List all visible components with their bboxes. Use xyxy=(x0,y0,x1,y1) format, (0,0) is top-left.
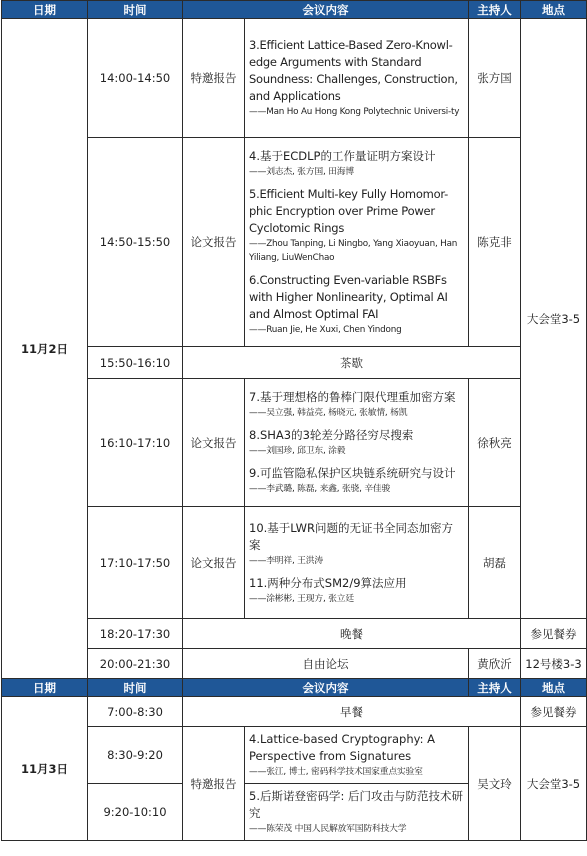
table-row xyxy=(2,379,587,507)
time-cell: 14:50-15:50 xyxy=(88,138,183,347)
time-cell: 20:00-21:30 xyxy=(88,649,183,679)
forum-content: 自由论坛 xyxy=(183,649,469,679)
header-host: 主持人 xyxy=(469,1,521,19)
table-row xyxy=(2,19,587,138)
table-row xyxy=(2,507,587,619)
location-cell: 大会堂3-5 xyxy=(521,727,587,841)
paper-title: 9.可监管隐私保护区块链系统研究与设计 xyxy=(249,466,456,480)
paper-title: 3.Efficient Lattice-Based Zero-Knowl-edge Arguments with Standard Soundness: Challenges, Construction, and Applications xyxy=(249,38,458,103)
session-content xyxy=(245,19,469,138)
header-time: 时间 xyxy=(88,1,183,19)
host-cell: 陈克非 xyxy=(469,138,521,347)
header-host: 主持人 xyxy=(469,679,521,697)
time-cell: 8:30-9:20 xyxy=(88,727,183,784)
paper-title: 5.Efficient Multi-key Fully Homomor-phic Encryption over Prime Power Cyclotomic Rings xyxy=(249,186,449,235)
session-type: 论文报告 xyxy=(183,507,245,619)
table-row xyxy=(2,697,587,727)
session-type: 论文报告 xyxy=(183,379,245,507)
header-row xyxy=(2,679,587,697)
header-location: 地点 xyxy=(521,1,587,19)
time-cell: 9:20-10:10 xyxy=(88,784,183,841)
paper-title: 10.基于LWR问题的无证书全同态加密方案 xyxy=(249,520,453,552)
header-date: 日期 xyxy=(2,1,88,19)
session-type: 特邀报告 xyxy=(183,727,245,841)
paper-authors: ——李武璐, 陈磊, 来鑫, 张骁, 辛佳骏 xyxy=(249,484,391,494)
session-type: 论文报告 xyxy=(183,138,245,347)
schedule-table xyxy=(1,0,587,841)
session-content xyxy=(245,138,469,347)
paper-authors: ——刘志杰, 张方国, 田海博 xyxy=(249,166,354,177)
paper-title: 6.Constructing Even-variable RSBFs with Higher Nonlinearity, Optimal AI and Almost Optimal FAI xyxy=(249,272,448,321)
time-cell: 14:00-14:50 xyxy=(88,19,183,138)
time-cell: 16:10-17:10 xyxy=(88,379,183,507)
host-cell: 吴文玲 xyxy=(469,727,521,841)
meal-content: 早餐 xyxy=(183,697,521,727)
paper-authors: ——Ruan Jie, He Xuxi, Chen Yindong xyxy=(249,324,402,335)
header-content: 会议内容 xyxy=(183,1,469,19)
paper-title: 5.后斯诺登密码学: 后门攻击与防范技术研究 xyxy=(249,789,464,820)
time-cell: 18:20-17:30 xyxy=(88,619,183,649)
paper-authors: ——Zhou Tanping, Li Ningbo, Yang Xiaoyuan, Han Yiliang, LiuWenChao xyxy=(249,238,458,263)
header-date: 日期 xyxy=(2,679,88,697)
header-content: 会议内容 xyxy=(183,679,469,697)
host-cell: 徐秋亮 xyxy=(469,379,521,507)
session-content xyxy=(245,784,469,841)
paper-authors: ——张江, 博士, 密码科学技术国家重点实验室 xyxy=(249,767,423,777)
paper-title: 7.基于理想格的鲁棒门限代理重加密方案 xyxy=(249,390,456,404)
header-row xyxy=(2,1,587,19)
location-cell: 12号楼3-3 xyxy=(521,649,587,679)
time-cell: 15:50-16:10 xyxy=(88,347,183,379)
location-cell: 参见餐券 xyxy=(521,619,587,649)
paper-title: 4.Lattice-based Cryptography: A Perspective from Signatures xyxy=(249,732,435,763)
session-type: 特邀报告 xyxy=(183,19,245,138)
location-cell: 参见餐券 xyxy=(521,697,587,727)
paper-authors: ——Man Ho Au Hong Kong Polytechnic Universi-ty xyxy=(249,107,460,117)
table-row xyxy=(2,347,587,379)
host-cell: 胡磊 xyxy=(469,507,521,619)
paper-authors: ——李明祥, 王洪涛 xyxy=(249,555,323,566)
host-cell: 黄欣沂 xyxy=(469,649,521,679)
paper-title: 4.基于ECDLP的工作量证明方案设计 xyxy=(249,148,436,163)
paper-authors: ——陈荣茂 中国人民解放军国防科技大学 xyxy=(249,824,407,834)
time-cell: 17:10-17:50 xyxy=(88,507,183,619)
table-row xyxy=(2,619,587,649)
table-row xyxy=(2,727,587,784)
paper-title: 8.SHA3的3轮差分路径穷尽搜索 xyxy=(249,428,414,442)
session-content xyxy=(245,727,469,784)
paper-authors: ——涂彬彬, 王现方, 张立廷 xyxy=(249,593,354,604)
table-row xyxy=(2,138,587,347)
table-row xyxy=(2,649,587,679)
break-content: 茶歇 xyxy=(183,347,521,379)
session-content xyxy=(245,379,469,507)
location-cell: 大会堂3-5 xyxy=(521,19,587,619)
host-cell: 张方国 xyxy=(469,19,521,138)
date-cell: 11月3日 xyxy=(2,697,88,841)
time-cell: 7:00-8:30 xyxy=(88,697,183,727)
header-location: 地点 xyxy=(521,679,587,697)
paper-authors: ——吴立强, 韩益亮, 杨晓元, 张敏情, 杨凯 xyxy=(249,408,408,418)
date-cell: 11月2日 xyxy=(2,19,88,679)
paper-authors: ——刘国珍, 邱卫东, 涂毅 xyxy=(249,446,346,456)
session-content xyxy=(245,507,469,619)
meal-content: 晚餐 xyxy=(183,619,521,649)
paper-title: 11.两种分布式SM2/9算法应用 xyxy=(249,575,407,590)
header-time: 时间 xyxy=(88,679,183,697)
